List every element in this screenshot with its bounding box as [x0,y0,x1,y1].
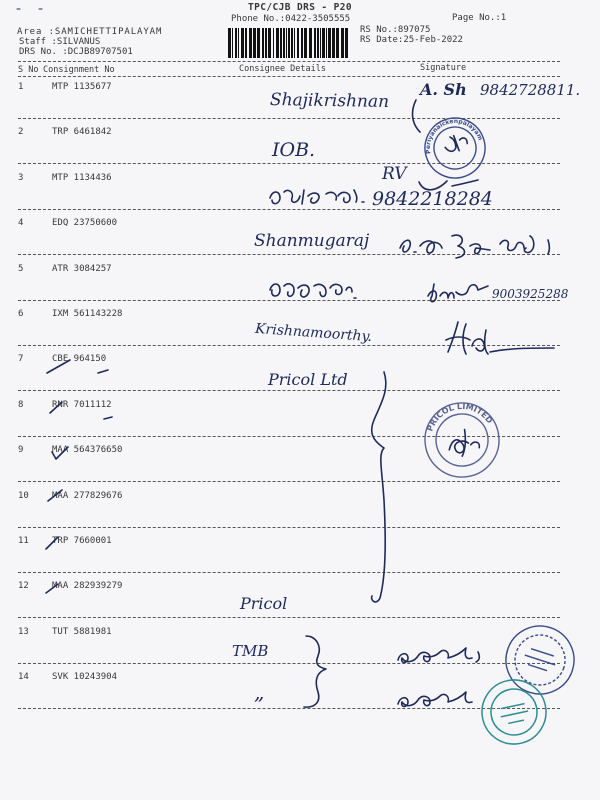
row14-ditto-mark: „ [254,680,265,704]
row-serial-number: 10 [18,490,29,501]
row2-consignee-handwriting: IOB. [272,139,316,161]
row-serial-number: 1 [18,82,24,92]
drs-number: DRS No. :DCJB89707501 [19,47,133,57]
rs-number: RS No.:897075 [360,25,431,35]
row-divider [18,300,560,301]
area-label: Area :SAMICHETTIPALAYAM [17,27,163,37]
column-header-signature: Signature [420,63,467,73]
row-divider [18,345,560,346]
row-divider [18,527,560,528]
row4-consignee-handwriting: Shanmugaraj [254,231,370,251]
row14-stamp-outer-ring [476,674,552,750]
row-serial-number: 8 [18,399,24,410]
barcode-bar [320,28,321,58]
column-header-sno: S No [18,65,39,75]
row13-stamp-outer-ring [497,617,583,703]
row-consignment-number: MAA 282939279 [52,581,123,592]
row6-consignee-handwriting: Krishnamoorthy. [254,320,373,346]
pricol-stamp-outer-ring [420,398,504,482]
row-divider [18,254,560,255]
barcode-bar [280,28,282,58]
row-serial-number: 12 [18,581,29,592]
barcode-bar [238,28,239,58]
row-divider [18,390,560,391]
row-consignment-number: MTP 1135677 [52,82,112,92]
barcode-bar [262,28,264,58]
row3-initials-handwriting: RV [382,164,407,184]
barcode-bar [314,28,316,58]
row-divider [18,708,560,709]
row7-consignee-handwriting: Pricol Ltd [268,370,348,389]
barcode-bar [345,28,348,58]
pricol-limited-stamp [420,397,504,482]
barcode-bar [241,28,244,58]
barcode [228,28,352,58]
row5-phone-handwriting: 9003925288 [492,287,569,301]
barcode-bar [288,28,290,58]
barcode-bar [257,28,260,58]
row-divider [18,163,560,164]
pricol-stamp-signature [447,428,481,458]
header-divider-top [18,61,560,62]
row1-stamp-signature [442,132,469,155]
barcode-bar [326,28,327,58]
barcode-bar [304,28,307,58]
row-divider [18,663,560,664]
row-consignment-number: ATR 3084257 [52,263,112,274]
barcode-bar [265,28,267,58]
row14-stamp-inner-lines [499,703,530,724]
barcode-bar [317,28,319,58]
barcode-bar [297,28,299,58]
barcode-bar [228,28,231,58]
barcode-bar [253,28,256,58]
row-serial-number: 14 [18,672,29,683]
barcode-bar [294,28,295,58]
row-consignment-number: MAA 564376650 [52,445,123,456]
row14-teal-stamp [476,674,552,750]
rows-7-12-bracket [372,372,386,602]
row13-stamp-inner-ring [508,628,571,691]
row-serial-number: 4 [18,218,24,229]
row-serial-number: 11 [18,536,29,546]
row-consignment-number: MTP 1134436 [52,172,112,183]
barcode-bar [268,28,271,58]
row12-consignee-handwriting: Pricol [240,594,288,613]
row-serial-number: 7 [18,354,24,365]
row-divider [18,481,560,482]
row5-consignee-tamil-handwriting [270,284,356,298]
row14-stamp-inner-ring [487,685,542,740]
barcode-bar [341,28,344,58]
row-consignment-number: IXM 561143228 [52,309,123,319]
row-consignment-number: EDQ 23750600 [52,218,118,229]
row-serial-number: 13 [18,626,29,637]
row-consignment-number: MAA 277829676 [52,490,123,501]
row-serial-number: 9 [18,445,24,456]
barcode-bar [328,28,331,58]
row-serial-number: 6 [18,309,24,319]
barcode-bar [276,28,279,58]
pricol-stamp-inner-ring [433,411,492,470]
column-header-consignee: Consignee Details [239,64,326,74]
row-divider [18,436,560,437]
row1-signature-stroke [413,100,420,132]
row13-stamp-inner-lines [522,647,557,672]
row-consignment-number: TUT 5881981 [52,626,112,637]
row-divider [18,572,560,573]
barcode-bar [286,28,287,58]
barcode-bar [245,28,247,58]
row13-14-brace [304,636,326,707]
sheet-title: TPC/CJB DRS - P20 [248,2,353,13]
row3-phone-handwriting: 9842218284 [372,188,493,210]
barcode-bar [235,28,237,58]
row3-consignee-tamil-handwriting [270,190,364,204]
row1-phone-handwriting: 9842728811. [480,81,581,99]
row13-bank-stamp [497,617,583,703]
row-serial-number: 2 [18,127,24,138]
barcode-bar [249,28,252,58]
barcode-bar [301,28,303,58]
row-consignment-number: TRP 6461842 [52,127,112,138]
barcode-bar [322,28,325,58]
row1-signature: A. Sh [420,80,467,99]
row-serial-number: 3 [18,172,24,183]
barcode-bar [283,28,285,58]
row13-signature [398,648,479,663]
barcode-bar [309,28,312,58]
row1-stamp [417,109,494,186]
row-consignment-number: TRP 7660001 [52,536,112,546]
barcode-bar [232,28,233,58]
row1-stamp-inner-ring [428,121,482,175]
header-divider-bottom [18,76,560,77]
column-header-consignment: Consignment No [43,65,115,75]
row-consignment-number: SVK 10243904 [52,672,118,683]
phone-number: Phone No.:0422-3505555 [231,14,351,24]
row-serial-number: 5 [18,263,24,274]
svg-text:Periyanaickenpalayam [417,109,484,159]
pricol-stamp-text: PRICOL LIMITED [425,401,495,433]
rs-date: RS Date:25-Feb-2022 [360,35,463,45]
staff-label: Staff :SILVANUS [19,37,101,47]
page-number: Page No.:1 [452,13,507,23]
row-divider [18,118,560,119]
row-consignment-number: RNR 7011112 [52,399,112,410]
barcode-bar [291,28,293,58]
row14-signature [398,692,472,707]
row-consignment-number: CBE 964150 [52,354,107,365]
row6-signature [446,322,554,354]
barcode-bar [336,28,339,58]
barcode-bar [273,28,274,58]
row1-consignee-handwriting: Shajikrishnan [269,89,390,113]
svg-text:PRICOL LIMITED [422,397,495,434]
barcode-bar [332,28,335,58]
row1-stamp-outer-ring [417,110,494,187]
row-divider [18,617,560,618]
row1-stamp-text: Periyanaickenpalayam [424,117,484,155]
row13-consignee-handwriting: TMB [232,642,269,660]
